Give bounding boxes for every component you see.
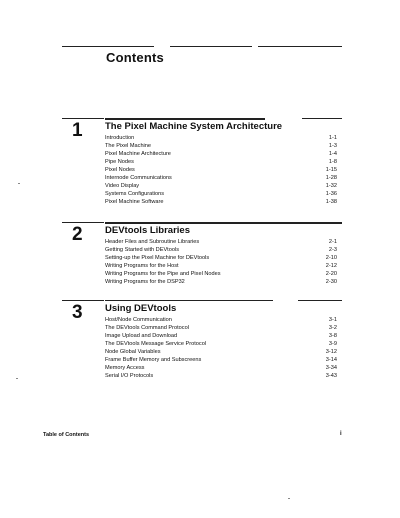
toc-entry-label: The Pixel Machine xyxy=(105,143,152,149)
toc-entry[interactable] xyxy=(105,356,337,364)
toc-entry-page: 3-43 xyxy=(325,373,337,379)
chapter-rule xyxy=(62,118,104,119)
toc-entry-label: Header Files and Subroutine Libraries xyxy=(105,239,200,245)
toc-entry[interactable] xyxy=(105,348,337,356)
chapter-rule xyxy=(62,300,104,301)
toc-entry[interactable] xyxy=(105,142,337,150)
toc-entry[interactable] xyxy=(105,278,337,286)
footer-section-label: Table of Contents xyxy=(43,432,90,438)
toc-entry-label: Host/Node Communication xyxy=(105,317,172,323)
toc-entry-page: 1-36 xyxy=(325,191,337,197)
toc-entry[interactable] xyxy=(105,246,337,254)
toc-entry-page: 2-20 xyxy=(325,271,337,277)
toc-entry[interactable] xyxy=(105,340,337,348)
chapter-rule xyxy=(62,222,104,223)
toc-entry-page: 2-3 xyxy=(328,247,337,253)
toc-entry-label: Frame Buffer Memory and Subscreens xyxy=(105,357,202,363)
toc-entry[interactable] xyxy=(105,198,337,206)
chapter-rule-right xyxy=(302,118,342,119)
toc-entry-page: 2-1 xyxy=(328,239,337,245)
toc-entry[interactable] xyxy=(105,134,337,142)
header-rule-mid xyxy=(170,46,252,47)
toc-entry[interactable] xyxy=(105,270,337,278)
toc-entry[interactable] xyxy=(105,182,337,190)
chapter-title-rule xyxy=(105,118,265,120)
toc-entry-page: 2-30 xyxy=(325,279,337,285)
chapter-entries xyxy=(105,134,337,206)
chapter-2 xyxy=(62,222,342,292)
chapter-number: 3 xyxy=(72,302,83,323)
toc-entry-page: 1-1 xyxy=(328,135,337,141)
chapter-title: The Pixel Machine System Architecture xyxy=(105,121,283,132)
toc-entry-page: 3-9 xyxy=(328,341,337,347)
toc-entry-page: 1-8 xyxy=(328,159,337,165)
toc-entry-label: Pixel Machine Software xyxy=(105,199,164,205)
toc-entry[interactable] xyxy=(105,332,337,340)
toc-entry-page: 1-4 xyxy=(328,151,337,157)
toc-entry[interactable] xyxy=(105,174,337,182)
toc-entry-label: Setting-up the Pixel Machine for DEVtools xyxy=(105,255,210,261)
toc-entry[interactable] xyxy=(105,324,337,332)
toc-entry-label: Pixel Machine Architecture xyxy=(105,151,171,157)
toc-entry[interactable] xyxy=(105,238,337,246)
toc-entry-page: 3-34 xyxy=(325,365,337,371)
scan-speck xyxy=(16,378,18,379)
toc-entry-label: Video Display xyxy=(105,183,140,189)
toc-entry-page: 1-32 xyxy=(325,183,337,189)
page-title: Contents xyxy=(106,50,164,65)
chapter-rule-right xyxy=(298,300,342,301)
chapter-entries xyxy=(105,316,337,380)
scan-speck xyxy=(18,183,20,184)
toc-entry-label: Pipe Nodes xyxy=(105,159,134,165)
toc-entry-label: Writing Programs for the Pipe and Pixel Nodes xyxy=(105,271,221,277)
chapter-title: Using DEVtools xyxy=(105,303,177,314)
toc-entry-label: Writing Programs for the Host xyxy=(105,263,179,269)
chapter-number: 2 xyxy=(72,224,83,245)
chapter-entries xyxy=(105,238,337,286)
toc-entry[interactable] xyxy=(105,316,337,324)
toc-entry-label: Getting Started with DEVtools xyxy=(105,247,179,253)
toc-entry[interactable] xyxy=(105,372,337,380)
toc-entry-label: Serial I/O Protocols xyxy=(105,373,154,379)
toc-entry-label: Writing Programs for the DSP32 xyxy=(105,279,185,285)
toc-entry-page: 1-15 xyxy=(325,167,337,173)
chapter-3 xyxy=(62,300,342,380)
toc-entry-page: 3-14 xyxy=(325,357,337,363)
toc-entry-page: 3-2 xyxy=(328,325,337,331)
toc-entry[interactable] xyxy=(105,150,337,158)
toc-entry-label: Introduction xyxy=(105,135,135,141)
toc-entry-page: 1-3 xyxy=(328,143,337,149)
chapter-title-rule xyxy=(105,300,273,301)
toc-entry[interactable] xyxy=(105,158,337,166)
toc-entry[interactable] xyxy=(105,190,337,198)
header-rule-right xyxy=(258,46,342,47)
toc-entry-label: Node Global Variables xyxy=(105,349,161,355)
toc-entry-page: 2-12 xyxy=(325,263,337,269)
toc-entry-page: 3-12 xyxy=(325,349,337,355)
toc-entry-label: The DEVtools Message Service Protocol xyxy=(105,341,207,347)
toc-entry-page: 3-1 xyxy=(328,317,337,323)
chapter-number: 1 xyxy=(72,120,83,141)
toc-entry-page: 1-28 xyxy=(325,175,337,181)
toc-entry-page: 2-10 xyxy=(325,255,337,261)
toc-entry[interactable] xyxy=(105,364,337,372)
scan-speck xyxy=(288,498,290,499)
header-rule-left xyxy=(62,46,154,47)
footer-page-number: i xyxy=(340,431,342,437)
toc-entry-page: 3-8 xyxy=(328,333,337,339)
toc-entry[interactable] xyxy=(105,254,337,262)
toc-entry-page: 1-38 xyxy=(325,199,337,205)
chapter-1 xyxy=(62,118,342,208)
toc-entry-label: The DEVtools Command Protocol xyxy=(105,325,189,331)
toc-entry-label: Image Upload and Download xyxy=(105,333,178,339)
toc-entry-label: Memory Access xyxy=(105,365,145,371)
toc-entry-label: Internode Communications xyxy=(105,175,172,181)
toc-entry[interactable] xyxy=(105,262,337,270)
chapter-title: DEVtools Libraries xyxy=(105,225,190,236)
chapter-title-rule xyxy=(105,222,342,224)
toc-entry[interactable] xyxy=(105,166,337,174)
toc-entry-label: Pixel Nodes xyxy=(105,167,135,173)
toc-entry-label: Systems Configurations xyxy=(105,191,165,197)
